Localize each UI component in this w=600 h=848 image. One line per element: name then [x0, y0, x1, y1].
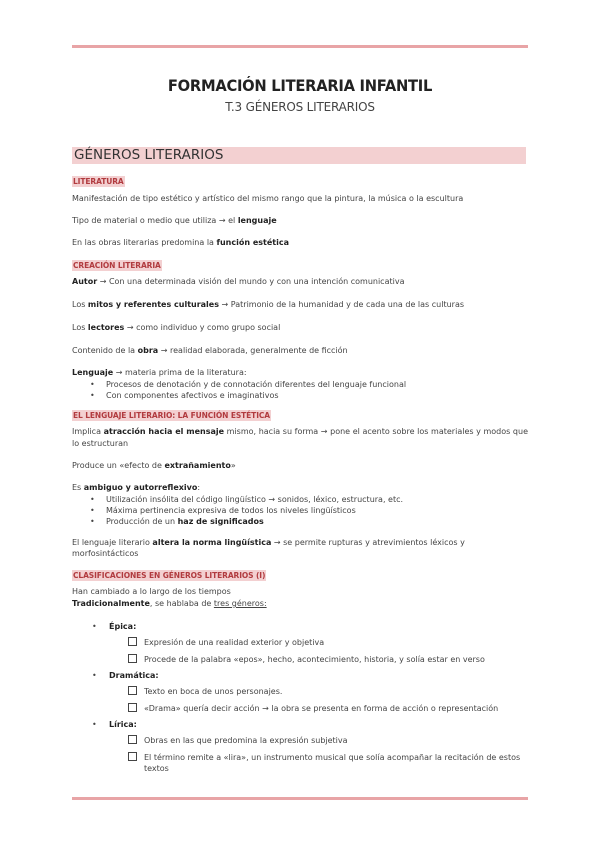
document-subtitle: T.3 GÉNEROS LITERARIOS [225, 100, 375, 114]
lirica-item-1: Obras en las que predomina la expresión subjetiva [72, 735, 528, 746]
creacion-autor: Autor → Con una determinada visión del mundo y con una intención comunicativa [72, 277, 405, 286]
section-heading: GÉNEROS LITERARIOS [72, 147, 526, 164]
list-item: • Utilización insólita del código lingüístico → sonidos, léxico, estructura, etc. [106, 494, 528, 505]
clasificaciones-p1: Han cambiado a lo largo de los tiempos [72, 587, 231, 596]
lenguaje-literario-p4: El lenguaje literario altera la norma lingüística → se permite rupturas y atrevimientos léxicos y morfosintácticos [72, 538, 465, 558]
creacion-mitos: Los mitos y referentes culturales → Patrimonio de la humanidad y de cada una de las culturas [72, 300, 465, 309]
lenguaje-bullet-list [72, 379, 528, 401]
creacion-lenguaje: Lenguaje → materia prima de la literatura: [72, 368, 247, 377]
literatura-heading: LITERATURA [73, 177, 124, 186]
lenguaje-literario-p2: Produce un «efecto de extrañamiento» [72, 461, 236, 470]
checkbox-icon [128, 637, 137, 646]
ambiguo-bullet-list [72, 494, 528, 527]
checkbox-icon [128, 703, 137, 712]
dramatica-item-1: Texto en boca de unos personajes. [72, 686, 528, 697]
bottom-divider [72, 797, 528, 800]
clasificaciones-heading: CLASIFICACIONES EN GÉNEROS LITERARIOS (I) [73, 571, 266, 580]
creacion-lectores: Los lectores → como individuo y como grupo social [72, 323, 281, 332]
epica-item-2: Procede de la palabra «epos», hecho, acontecimiento, historia, y solía estar en verso [72, 654, 528, 665]
checkbox-icon [128, 735, 137, 744]
document-title: FORMACIÓN LITERARIA INFANTIL [167, 76, 433, 95]
clasificaciones-p2: Tradicionalmente, se hablaba de tres géneros: [72, 599, 267, 608]
list-item: • Máxima pertinencia expresiva de todos los niveles lingüísticos [106, 505, 528, 516]
list-item: • Con componentes afectivos e imaginativos [106, 390, 528, 401]
lenguaje-literario-heading: EL LENGUAJE LITERARIO: LA FUNCIÓN ESTÉTICA [73, 411, 271, 420]
document-body [72, 168, 528, 774]
lirica-item-2: El término remite a «lira», un instrumento musical que solía acompañar la recitación de estos textos [72, 752, 528, 774]
literatura-p1: Manifestación de tipo estético y artístico del mismo rango que la pintura, la música o la escultura [72, 194, 464, 203]
literatura-p2: Tipo de material o medio que utiliza → el lenguaje [72, 216, 277, 225]
checkbox-icon [128, 686, 137, 695]
lenguaje-literario-p3: Es ambiguo y autorreflexivo: [72, 483, 201, 492]
checkbox-icon [128, 654, 137, 663]
literatura-p3: En las obras literarias predomina la función estética [72, 238, 289, 247]
lenguaje-literario-p1: Implica atracción hacia el mensaje mismo, hacia su forma → pone el acento sobre los materiales y modos que lo estructuran [72, 427, 528, 448]
genre-dramatica: • Dramática: [72, 670, 528, 681]
genre-epica: • Épica: [72, 621, 528, 632]
list-item: • Procesos de denotación y de connotación diferentes del lenguaje funcional [106, 379, 528, 390]
dramatica-item-2: «Drama» quería decir acción → la obra se presenta en forma de acción o representación [72, 703, 528, 714]
creacion-obra: Contenido de la obra → realidad elaborada, generalmente de ficción [72, 346, 348, 355]
checkbox-icon [128, 752, 137, 761]
creacion-heading: CREACIÓN LITERARIA [73, 261, 161, 270]
genre-lirica: • Lírica: [72, 719, 528, 730]
epica-item-1: Expresión de una realidad exterior y objetiva [72, 637, 528, 648]
top-divider [72, 45, 528, 48]
list-item: • Producción de un haz de significados [106, 516, 528, 527]
